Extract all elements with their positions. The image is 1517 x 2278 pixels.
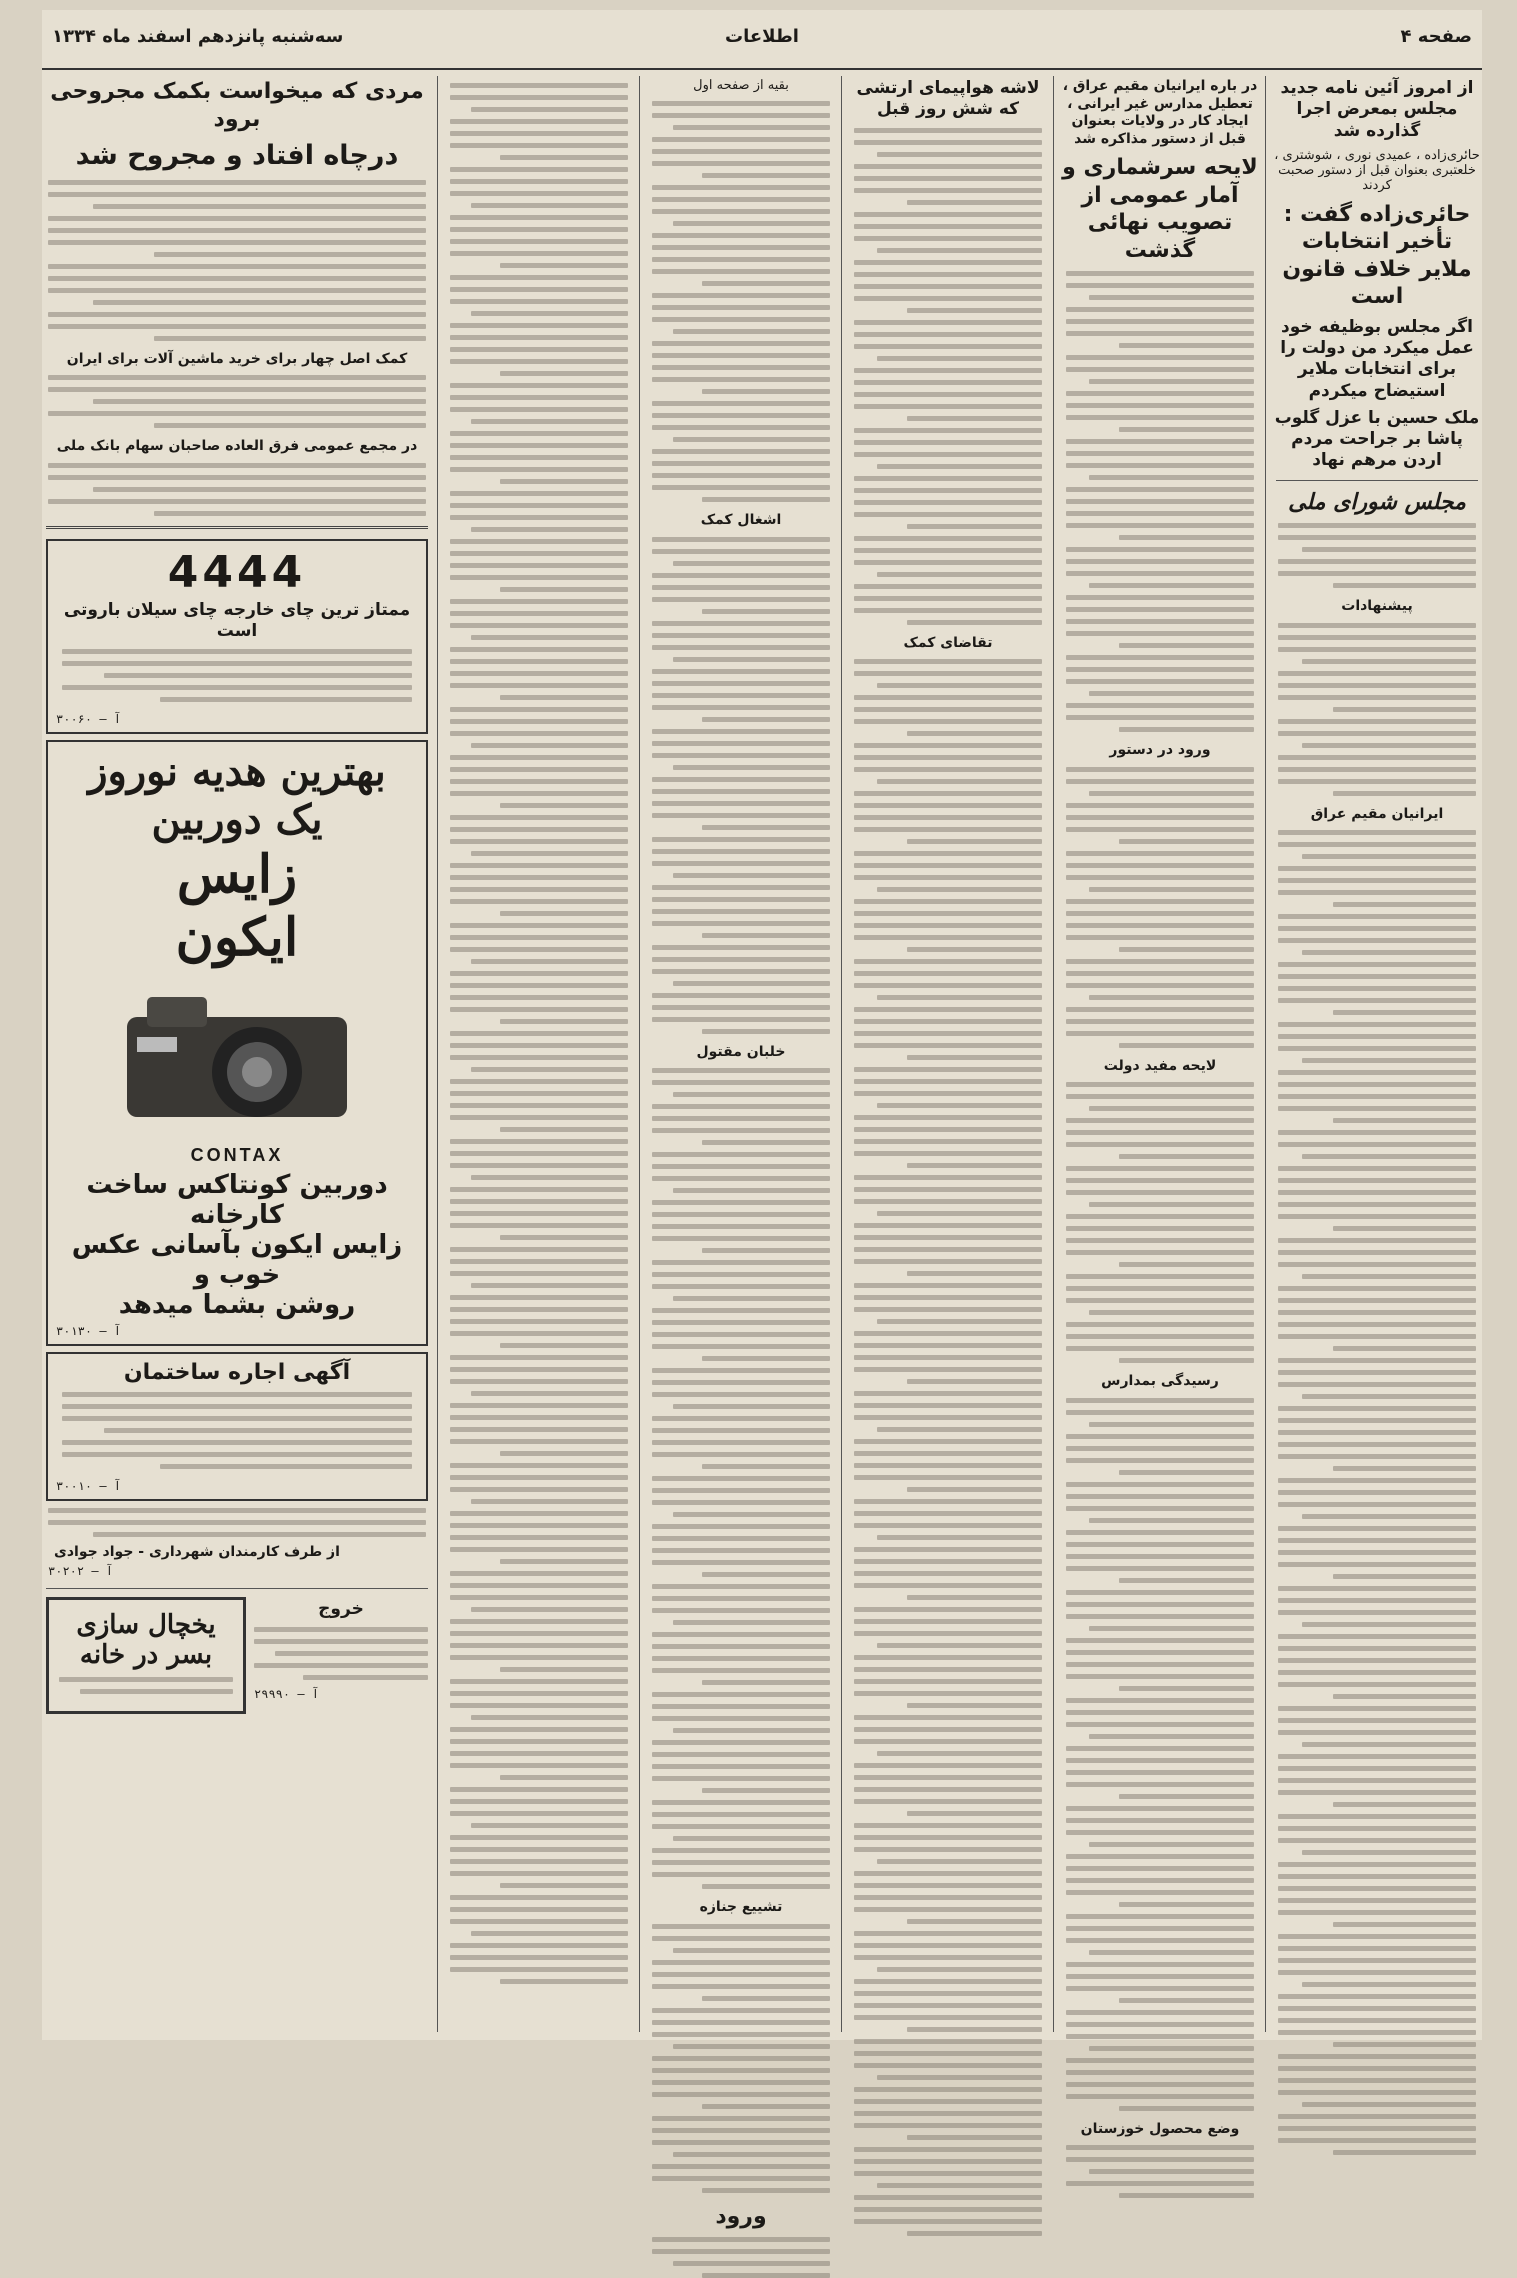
subhead-bill: لایحه مفید دولت bbox=[1103, 1057, 1217, 1074]
headline-plane: لاشه هواپیمای ارتشی که شش روز قبل bbox=[856, 78, 1040, 120]
newspaper-name: اطلاعات bbox=[725, 26, 799, 47]
article-body bbox=[1066, 2145, 1254, 2198]
article-body bbox=[1278, 830, 1476, 2155]
camera-slogan-2: زایس ایکون بآسانی عکس خوب و bbox=[71, 1230, 403, 1291]
headline-well-2: درچاه افتاد و مجروح شد bbox=[75, 140, 399, 171]
tea-ad-title: ممتاز ترین چای خارجه چای سیلان باروتی است bbox=[63, 599, 411, 641]
article-body bbox=[1066, 1082, 1254, 1363]
headline-iraq-schools: در باره ایرانیان مقیم عراق ، تعطیل مدارس غیر ایرانی ، ایجاد کار در ولایات بعنوان قبل از دستور مذاکره شد bbox=[1062, 78, 1258, 147]
headline-quote: حائری‌زاده گفت : تأخیر انتخابات ملایر خلاف قانون است bbox=[1282, 201, 1472, 310]
article-body bbox=[1278, 623, 1476, 796]
article-body bbox=[48, 375, 426, 428]
tea-ad-body bbox=[62, 649, 412, 702]
section-title: مجلس شورای ملی bbox=[1288, 489, 1466, 515]
article-body bbox=[652, 101, 830, 502]
subhead-occupation: اشغال کمک bbox=[700, 512, 782, 528]
rental-ad-body bbox=[62, 1392, 412, 1469]
subhead-iraq: ایرانیان مقیم عراق bbox=[1310, 805, 1444, 822]
camera-slogan-1: دوربین کونتاکس ساخت کارخانه bbox=[86, 1170, 388, 1231]
subhead-khuzestan: وضع محصول خوزستان bbox=[1080, 2120, 1240, 2137]
headline-claim: اگر مجلس بوظیفه خود عمل میکرد من دولت را برای انتخابات ملایر استیضاح میکردم bbox=[1280, 316, 1474, 401]
camera-advertisement bbox=[46, 740, 428, 1346]
subhead-funeral: تشییع جنازه bbox=[699, 1899, 783, 1915]
column-5 bbox=[444, 76, 634, 2032]
refrigerator-ad-title: یخچال سازی بسر در خانه bbox=[76, 1610, 216, 1671]
refrigerator-advertisement bbox=[46, 1597, 246, 1714]
camera-ad-headline-2: یک دوربین bbox=[151, 796, 323, 844]
headline-well: مردی که میخواست بکمک مجروحی برود bbox=[50, 79, 424, 132]
subhead-schools: رسیدگی بمدارس bbox=[1101, 1373, 1219, 1389]
continued-note: بقیه از صفحه اول bbox=[693, 78, 789, 93]
article-body bbox=[48, 463, 426, 516]
subhead-agenda: ورود در دستور bbox=[1109, 742, 1211, 758]
thanks-notice bbox=[48, 1508, 426, 1578]
camera-slogan-3: روشن بشما میدهد bbox=[118, 1290, 356, 1321]
subhead-pilot: خلبان مقتول bbox=[696, 1043, 786, 1060]
column-6 bbox=[42, 76, 432, 2032]
brand-ikon: ایکون bbox=[175, 906, 299, 968]
headline-point-four: کمک اصل چهار برای خرید ماشین آلات برای ایران bbox=[66, 350, 408, 367]
article-body bbox=[1278, 523, 1476, 588]
headline-parliament: از امروز آئین نامه جدید مجلس بمعرض اجرا گذارده شد bbox=[1280, 78, 1474, 141]
tea-advertisement bbox=[46, 539, 428, 735]
issue-date: سه‌شنبه پانزدهم اسفند ماه ۱۳۳۴ bbox=[52, 26, 344, 47]
article-body bbox=[652, 1924, 830, 2193]
page-number: صفحه ۴ bbox=[1400, 26, 1472, 47]
newspaper-page bbox=[42, 10, 1482, 2229]
subhead-arrival: ورود bbox=[715, 2203, 767, 2229]
brand-zeiss: زایس bbox=[176, 844, 298, 906]
article-body bbox=[652, 2237, 830, 2278]
bottom-ads bbox=[46, 1597, 428, 1714]
article-body bbox=[1066, 1398, 1254, 2111]
rental-ad-title: آگهی اجاره ساختمان bbox=[123, 1360, 351, 1386]
article-body bbox=[1066, 767, 1254, 1048]
article-body bbox=[450, 83, 628, 1984]
subheadline-speakers: حائری‌زاده ، عمیدی نوری ، شوشتری ، خلعتبری بعنوان قبل از دستور صحبت کردند bbox=[1274, 147, 1480, 193]
column-2 bbox=[1060, 76, 1260, 2137]
tea-brand-number: 4444 bbox=[167, 546, 307, 598]
ad-code: آ – ۳۰۰۶۰ bbox=[56, 712, 122, 727]
ad-code: آ – ۲۹۹۹۰ bbox=[254, 1687, 320, 1702]
exit-title: خروج bbox=[318, 1599, 364, 1620]
column-4 bbox=[646, 76, 836, 2229]
ad-code: آ – ۳۰۲۰۲ bbox=[48, 1564, 114, 1579]
article-body bbox=[854, 659, 1042, 2236]
column-1 bbox=[1272, 76, 1482, 2032]
article-body bbox=[48, 180, 426, 341]
article-body bbox=[854, 128, 1042, 625]
camera-ad-headline: بهترین هدیه نوروز bbox=[88, 748, 386, 796]
subhead-proposals: پیشنهادات bbox=[1341, 598, 1413, 614]
notice-signature: از طرف کارمندان شهرداری - جواد جوادی bbox=[54, 1544, 340, 1561]
headline-census: لایحه سرشماری و آمار عمومی از تصویب نهائی گذشت bbox=[1062, 155, 1258, 263]
rental-advertisement bbox=[46, 1352, 428, 1501]
article-body bbox=[652, 537, 830, 1034]
contax-brand: CONTAX bbox=[190, 1145, 284, 1166]
column-3 bbox=[848, 76, 1048, 2032]
headline-jordan: ملک حسین با عزل گلوب پاشا بر جراحت مردم اردن مرهم نهاد bbox=[1274, 407, 1480, 471]
masthead bbox=[42, 10, 1482, 70]
ad-code: آ – ۳۰۰۱۰ bbox=[56, 1479, 122, 1494]
camera-icon bbox=[107, 977, 367, 1137]
ad-code: آ – ۳۰۱۳۰ bbox=[56, 1324, 122, 1339]
exit-notice bbox=[254, 1597, 428, 1714]
subhead-help: تقاضای کمک bbox=[903, 634, 993, 651]
article-body bbox=[652, 1068, 830, 1889]
headline-bank-melli: در مجمع عمومی فرق العاده صاحبان سهام بانک ملی bbox=[56, 438, 418, 455]
article-body bbox=[1066, 271, 1254, 732]
